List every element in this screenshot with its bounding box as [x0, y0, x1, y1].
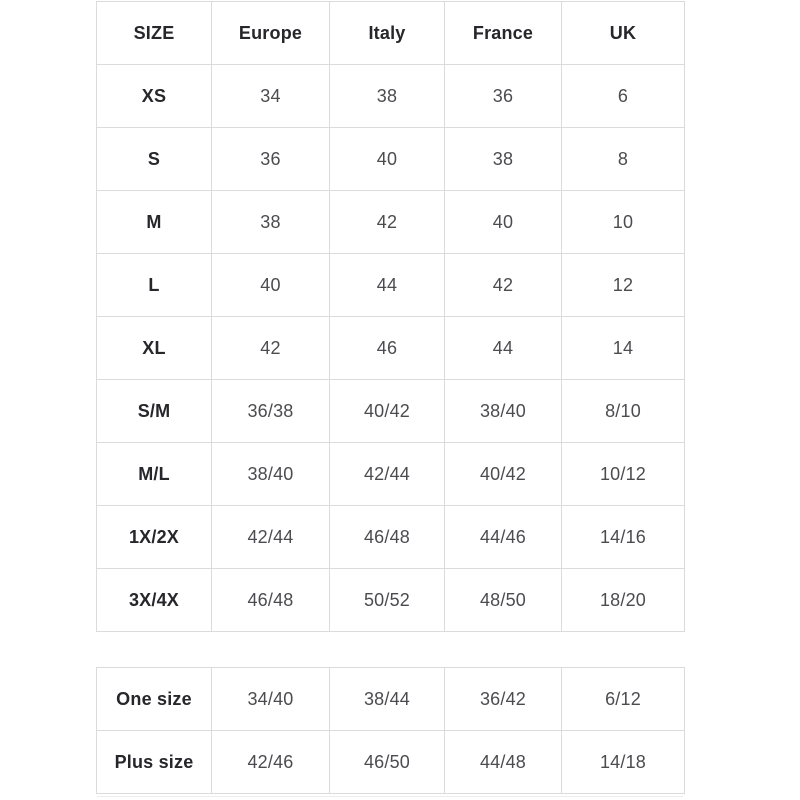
europe-cell: 36	[212, 128, 330, 191]
uk-cell: 8/10	[562, 380, 685, 443]
europe-cell: 42/46	[212, 731, 330, 794]
uk-cell: 10/12	[562, 443, 685, 506]
uk-cell: 14/18	[562, 731, 685, 794]
size-label-cell: 3X/4X	[97, 569, 212, 632]
special-sizes-table	[96, 667, 685, 794]
europe-cell: 42	[212, 317, 330, 380]
table-row	[97, 731, 685, 794]
europe-cell: 46/48	[212, 569, 330, 632]
italy-cell: 40/42	[330, 380, 445, 443]
italy-cell: 38/44	[330, 668, 445, 731]
france-cell: 48/50	[445, 569, 562, 632]
table-row	[97, 506, 685, 569]
size-label-cell: Plus size	[97, 731, 212, 794]
header-italy: Italy	[330, 2, 445, 65]
header-uk: UK	[562, 2, 685, 65]
france-cell: 44	[445, 317, 562, 380]
size-label-cell: S/M	[97, 380, 212, 443]
header-size: SIZE	[97, 2, 212, 65]
europe-cell: 38	[212, 191, 330, 254]
size-label-cell: M	[97, 191, 212, 254]
italy-cell: 44	[330, 254, 445, 317]
size-label-cell: 1X/2X	[97, 506, 212, 569]
italy-cell: 38	[330, 65, 445, 128]
france-cell: 42	[445, 254, 562, 317]
uk-cell: 14	[562, 317, 685, 380]
italy-cell: 46/48	[330, 506, 445, 569]
uk-cell: 8	[562, 128, 685, 191]
table-header-row	[97, 2, 685, 65]
header-france: France	[445, 2, 562, 65]
table-row	[97, 191, 685, 254]
table-row	[97, 254, 685, 317]
france-cell: 38/40	[445, 380, 562, 443]
italy-cell: 42/44	[330, 443, 445, 506]
france-cell: 44/46	[445, 506, 562, 569]
italy-cell: 42	[330, 191, 445, 254]
uk-cell: 12	[562, 254, 685, 317]
europe-cell: 34/40	[212, 668, 330, 731]
europe-cell: 34	[212, 65, 330, 128]
uk-cell: 6/12	[562, 668, 685, 731]
uk-cell: 6	[562, 65, 685, 128]
europe-cell: 38/40	[212, 443, 330, 506]
uk-cell: 14/16	[562, 506, 685, 569]
italy-cell: 50/52	[330, 569, 445, 632]
uk-cell: 10	[562, 191, 685, 254]
france-cell: 36/42	[445, 668, 562, 731]
size-label-cell: XS	[97, 65, 212, 128]
size-label-cell: L	[97, 254, 212, 317]
france-cell: 36	[445, 65, 562, 128]
france-cell: 40	[445, 191, 562, 254]
europe-cell: 36/38	[212, 380, 330, 443]
table-row	[97, 569, 685, 632]
italy-cell: 46	[330, 317, 445, 380]
europe-cell: 42/44	[212, 506, 330, 569]
italy-cell: 46/50	[330, 731, 445, 794]
next-table-top-edge	[97, 796, 683, 797]
table-row	[97, 128, 685, 191]
size-label-cell: One size	[97, 668, 212, 731]
table-row	[97, 65, 685, 128]
europe-cell: 40	[212, 254, 330, 317]
size-label-cell: S	[97, 128, 212, 191]
header-europe: Europe	[212, 2, 330, 65]
table-row	[97, 380, 685, 443]
size-conversion-table	[96, 1, 685, 632]
italy-cell: 40	[330, 128, 445, 191]
france-cell: 44/48	[445, 731, 562, 794]
france-cell: 40/42	[445, 443, 562, 506]
table-row	[97, 443, 685, 506]
size-label-cell: M/L	[97, 443, 212, 506]
table-row	[97, 668, 685, 731]
uk-cell: 18/20	[562, 569, 685, 632]
france-cell: 38	[445, 128, 562, 191]
size-label-cell: XL	[97, 317, 212, 380]
table-row	[97, 317, 685, 380]
